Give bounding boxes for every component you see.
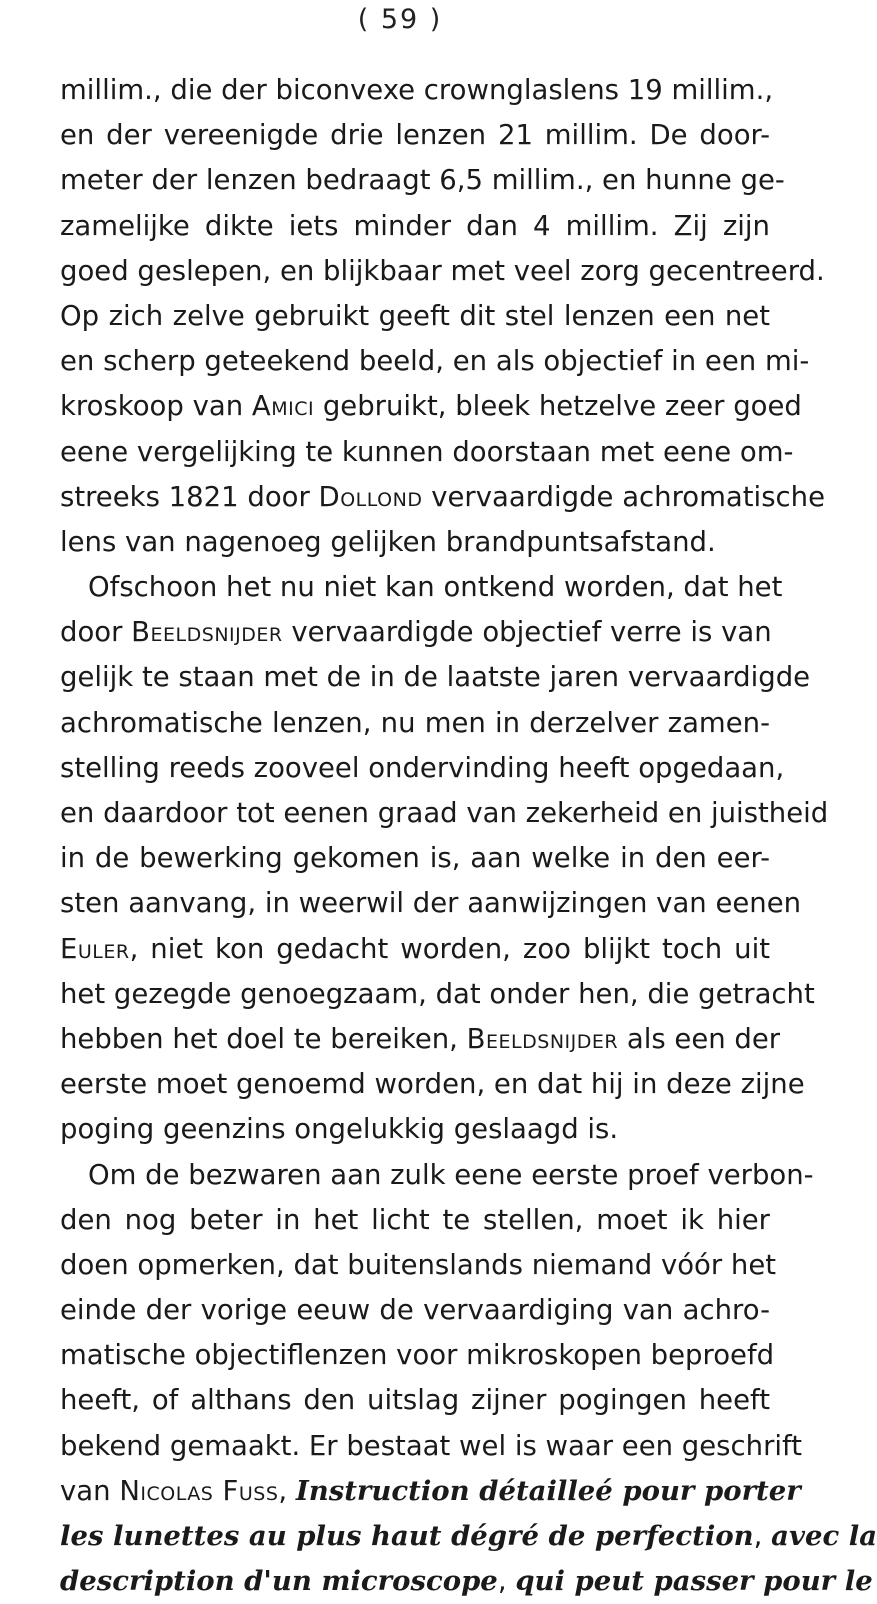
text-line — [60, 384, 802, 429]
text-line — [60, 836, 770, 881]
text-line — [60, 1243, 777, 1288]
line-text: gebruikt, bleek hetzelve zeer goed — [322, 390, 802, 423]
text-line — [60, 565, 783, 610]
line-text: lens van nagenoeg gelijken brandpuntsafstand. — [60, 525, 716, 558]
name-smallcaps: Beeldsnijder — [466, 1022, 619, 1055]
line-text: en daardoor tot eenen graad van zekerheid en juistheid — [60, 797, 829, 829]
text-line — [60, 1153, 814, 1198]
text-line — [60, 1107, 770, 1152]
italic-text: description d'un microscope — [60, 1565, 498, 1598]
text-line — [60, 1559, 873, 1604]
line-text: zamelijke dikte iets minder dan 4 millim. Zij zijn — [60, 209, 770, 242]
text-line — [60, 249, 825, 294]
line-text: goed geslepen, en blijkbaar met veel zorg gecentreerd. — [60, 254, 825, 287]
text-line — [60, 520, 770, 565]
line-text: en scherp geteekend beeld, en als objectief in een mi- — [60, 345, 810, 378]
text-line — [60, 701, 770, 746]
line-text: bekend gemaakt. Er bestaat wel is waar een geschrift — [60, 1429, 802, 1462]
text-line — [60, 746, 785, 791]
line-text: heeft, of althans den uitslag zijner pogingen heeft — [60, 1384, 770, 1417]
line-text: stelling reeds zooveel ondervinding heeft opgedaan, — [60, 751, 785, 784]
line-text: einde der vorige eeuw de vervaardiging van achro- — [60, 1294, 770, 1327]
line-text: , — [753, 1520, 763, 1552]
text-line — [60, 881, 802, 926]
line-text: Op zich zelve gebruikt geeft dit stel lenzen een net — [60, 299, 770, 332]
line-text: van — [60, 1474, 111, 1507]
body-text — [60, 68, 877, 1604]
text-line — [60, 972, 815, 1017]
text-line — [60, 1062, 805, 1107]
text-line — [60, 475, 825, 520]
line-text: kroskoop van — [60, 390, 244, 423]
line-text: , — [278, 1474, 288, 1507]
text-line — [60, 1333, 775, 1378]
line-text: door — [60, 616, 123, 649]
line-text: , — [497, 1565, 507, 1598]
italic-text: les lunettes au plus haut dégré de perfection — [60, 1520, 754, 1552]
text-line — [60, 1514, 877, 1559]
line-text: sten aanvang, in weerwil der aanwijzingen van eenen — [60, 887, 802, 920]
page-number: ( 59 ) — [357, 4, 443, 35]
line-text: achromatische lenzen, nu men in derzelver zamen- — [60, 706, 770, 739]
line-text: als een der — [626, 1022, 781, 1055]
line-text: in de bewerking gekomen is, aan welke in den eer- — [60, 842, 770, 875]
line-text: , niet kon gedacht worden, zoo blijkt toch uit — [129, 932, 770, 965]
name-smallcaps: Amici — [251, 390, 315, 423]
name-smallcaps: Euler — [60, 932, 130, 965]
text-line — [60, 1198, 770, 1243]
text-line — [60, 791, 829, 836]
text-line — [60, 1469, 801, 1514]
line-text: eene vergelijking te kunnen doorstaan met eene om- — [60, 435, 794, 468]
name-smallcaps: Nicolas Fuss — [119, 1474, 279, 1507]
italic-text: qui peut passer pour le — [515, 1565, 873, 1598]
line-text: gelijk te staan met de in de laatste jaren vervaardigde — [60, 661, 811, 694]
line-text: vervaardigde objectief verre is van — [291, 616, 772, 649]
text-line — [60, 1424, 802, 1469]
line-text: Om de bezwaren aan zulk eene eerste proef verbon- — [88, 1158, 814, 1191]
line-text: matische objectiflenzen voor mikroskopen beproefd — [60, 1339, 775, 1372]
line-text: millim., die der biconvexe crownglaslens 19 millim., — [60, 74, 774, 106]
text-line — [60, 430, 794, 475]
text-line — [60, 113, 770, 158]
line-text: poging geenzins ongelukkig geslaagd is. — [60, 1113, 619, 1146]
italic-text: Instruction détailleé pour porter — [295, 1474, 801, 1507]
text-line — [60, 339, 810, 384]
name-smallcaps: Dollond — [318, 480, 423, 513]
line-text: vervaardigde achromatische — [431, 480, 825, 513]
text-line — [60, 1288, 770, 1333]
line-text: Ofschoon het nu niet kan ontkend worden, dat het — [88, 571, 783, 604]
text-line — [60, 294, 770, 339]
text-line — [60, 1378, 770, 1423]
line-text: den nog beter in het licht te stellen, moet ik hier — [60, 1203, 770, 1236]
text-line — [60, 158, 785, 203]
line-text: eerste moet genoemd worden, en dat hij in deze zijne — [60, 1068, 805, 1101]
text-line — [60, 1017, 781, 1062]
line-text: en der vereenigde drie lenzen 21 millim. De door- — [60, 119, 770, 152]
line-text: doen opmerken, dat buitenslands niemand vóór het — [60, 1248, 777, 1281]
text-line — [60, 655, 811, 700]
line-text: streeks 1821 door — [60, 480, 310, 513]
line-text: hebben het doel te bereiken, — [60, 1022, 458, 1055]
line-text: meter der lenzen bedraagt 6,5 millim., en hunne ge- — [60, 164, 785, 197]
text-line — [60, 610, 770, 655]
text-line — [60, 68, 774, 113]
name-smallcaps: Beeldsnijder — [131, 616, 283, 649]
italic-text: avec la — [771, 1520, 877, 1552]
text-line — [60, 927, 770, 972]
text-line — [60, 204, 770, 249]
line-text: het gezegde genoegzaam, dat onder hen, die getracht — [60, 977, 815, 1010]
